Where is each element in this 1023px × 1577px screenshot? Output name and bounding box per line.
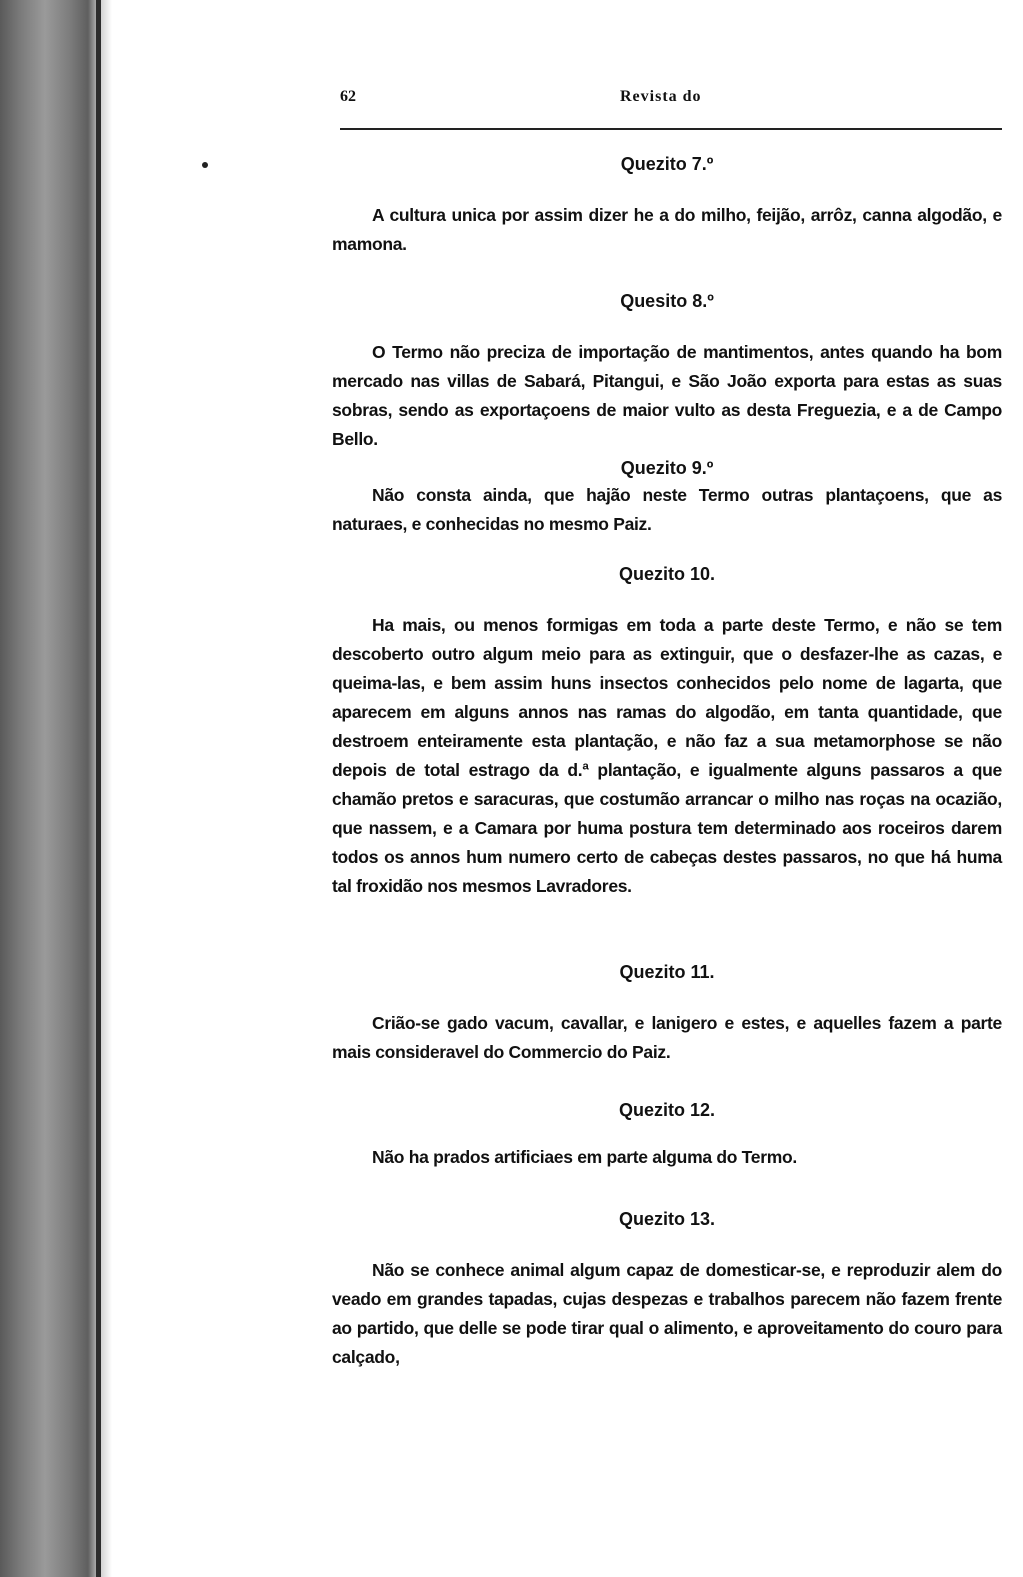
section-quezito-13: [332, 1209, 1002, 1372]
page-header: [332, 88, 1002, 116]
section-quezito-7: [332, 154, 1002, 259]
running-title: Revista do: [620, 88, 702, 105]
section-paragraph: O Termo não preciza de importação de mantimentos, antes quando ha bom mercado nas villas de Sabará, Pitangui, e São João exporta para estas as suas sobras, sendo as exportaçoens de maior vulto as desta Freguezia, e a de Campo Bello.: [332, 342, 1002, 449]
page-number: 62: [340, 88, 356, 105]
section-quezito-12: [332, 1100, 1002, 1172]
section-heading: Quezito 10.: [618, 564, 716, 584]
section-quezito-9: [332, 458, 1002, 539]
section-heading: Quesito 8.º: [620, 291, 714, 311]
section-paragraph: Não consta ainda, que hajão neste Termo outras plantaçoens, que as naturaes, e conhecidas no mesmo Paiz.: [332, 485, 1002, 534]
section-heading: Quezito 7.º: [620, 154, 714, 174]
section-heading: Quezito 13.: [618, 1209, 716, 1229]
section-quesito-8: [332, 291, 1002, 454]
section-heading: Quezito 9.º: [620, 458, 714, 478]
section-quezito-10: [332, 564, 1002, 901]
ink-speck: [202, 162, 208, 168]
section-paragraph: Ha mais, ou menos formigas em toda a parte deste Termo, e não se tem descoberto outro algum meio para as extinguir, que o desfazer-lhe as cazas, e queima-las, e bem assim huns insectos conhecidos pelo nome de lagarta, que aparecem em alguns annos nas ramas do algodão, em tanta quantidade, que destroem enteiramente esta plantação, e não faz a sua metamorphose se não depois de total estrago da d.ª plantação, e igualmente alguns passaros a que chamão pretos e saracuras, que costumão arrancar o milho nas roças na ocazião, que nassem, e a Camara por huma postura tem determinado aos roceiros darem todos os annos hum numero certo de cabeças destes passaros, no que há huma tal froxidão nos mesmos Lavradores.: [332, 615, 1002, 896]
section-quezito-11: [332, 962, 1002, 1067]
binding-edge: [96, 0, 101, 1577]
section-heading: Quezito 11.: [619, 962, 715, 982]
section-paragraph: Não ha prados artificiaes em parte alguma do Termo.: [372, 1147, 797, 1167]
section-paragraph: Crião-se gado vacum, cavallar, e lanigero e estes, e aquelles fazem a parte mais consideravel do Commercio do Paiz.: [332, 1013, 1002, 1062]
header-rule: [340, 128, 1002, 130]
page: [332, 88, 1002, 1367]
section-heading: Quezito 12.: [618, 1100, 716, 1120]
section-paragraph: A cultura unica por assim dizer he a do milho, feijão, arrôz, canna algodão, e mamona.: [332, 205, 1002, 254]
section-paragraph: Não se conhece animal algum capaz de domesticar-se, e reproduzir alem do veado em grandes tapadas, cujas despezas e trabalhos parecem não fazem frente ao partido, que delle se pode tirar qual o alimento, e aproveitamento do couro para calçado,: [332, 1260, 1002, 1367]
